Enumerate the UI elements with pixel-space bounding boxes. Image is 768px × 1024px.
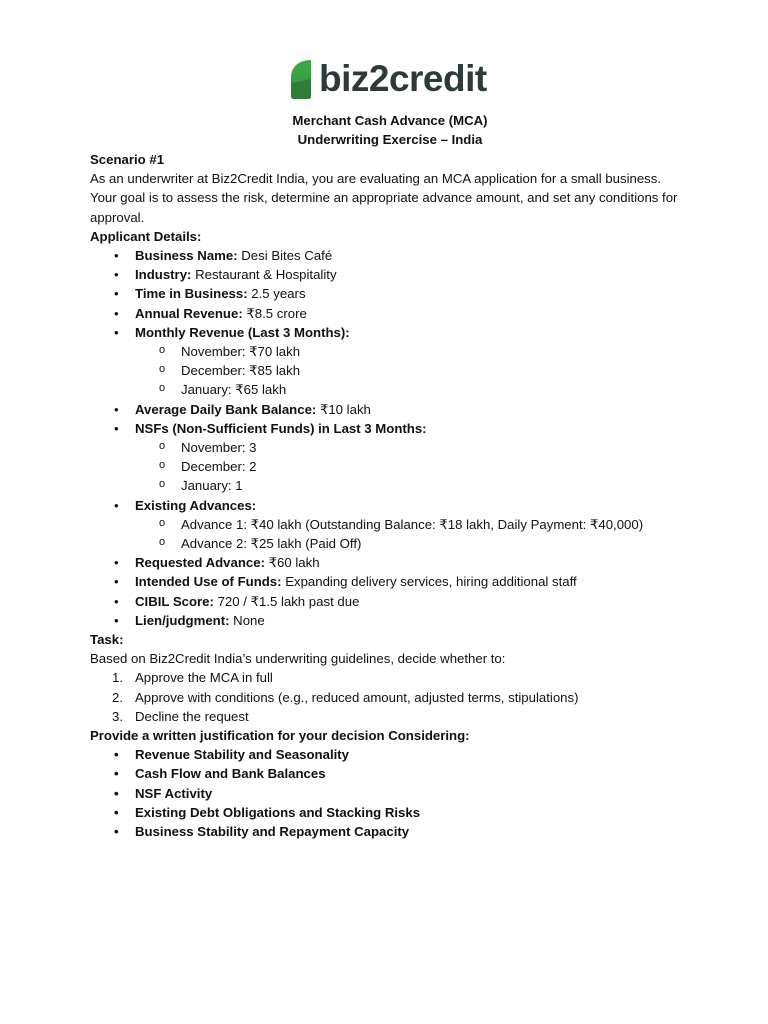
- list-item: o November: 3: [90, 438, 690, 457]
- detail-monthly-revenue: • Monthly Revenue (Last 3 Months):: [90, 323, 690, 342]
- doc-title-line-1: Merchant Cash Advance (MCA): [292, 113, 488, 128]
- logo-wordmark: biz2credit: [319, 58, 487, 99]
- document-body: [90, 111, 690, 841]
- biz2credit-logo: [289, 59, 487, 99]
- list-item: • Revenue Stability and Seasonality: [90, 745, 690, 764]
- detail-existing-advances: • Existing Advances:: [90, 496, 690, 515]
- applicant-details-list-3: [90, 496, 690, 515]
- task-heading: Task:: [90, 631, 124, 647]
- task-intro: Based on Biz2Credit India’s underwriting guidelines, decide whether to:: [90, 651, 506, 667]
- applicant-details-list-2: [90, 400, 690, 438]
- detail-cibil-score: • CIBIL Score: 720 / ₹1.5 lakh past due: [90, 592, 690, 611]
- list-item: o December: ₹85 lakh: [90, 361, 690, 380]
- list-item: o January: ₹65 lakh: [90, 380, 690, 399]
- list-item: o Advance 1: ₹40 lakh (Outstanding Balance: ₹18 lakh, Daily Payment: ₹40,000): [90, 515, 690, 534]
- detail-annual-revenue: • Annual Revenue: ₹8.5 crore: [90, 304, 690, 323]
- detail-lien-judgment: • Lien/judgment: None: [90, 611, 690, 630]
- scenario-heading: Scenario #1: [90, 151, 165, 167]
- decision-options-list: [90, 668, 690, 726]
- nsf-list: [90, 438, 690, 496]
- detail-requested-advance: • Requested Advance: ₹60 lakh: [90, 553, 690, 572]
- applicant-details-list: [90, 246, 690, 342]
- justification-heading: Provide a written justification for your decision Considering:: [90, 728, 470, 743]
- list-item: o December: 2: [90, 457, 690, 476]
- list-item: o November: ₹70 lakh: [90, 342, 690, 361]
- list-item: 3. Decline the request: [112, 708, 249, 724]
- list-item: • NSF Activity: [90, 784, 690, 803]
- applicant-details-heading: Applicant Details:: [90, 228, 202, 244]
- list-item: o Advance 2: ₹25 lakh (Paid Off): [90, 534, 690, 553]
- list-item: • Cash Flow and Bank Balances: [90, 764, 690, 783]
- leaf-logo-icon: [289, 59, 313, 99]
- monthly-revenue-list: [90, 342, 690, 400]
- list-item: • Business Stability and Repayment Capacity: [90, 822, 690, 841]
- list-item: o January: 1: [90, 476, 690, 495]
- list-item: 2. Approve with conditions (e.g., reduced amount, adjusted terms, stipulations): [112, 689, 579, 705]
- detail-time-in-business: • Time in Business: 2.5 years: [90, 284, 690, 303]
- list-item: • Existing Debt Obligations and Stacking Risks: [90, 803, 690, 822]
- detail-nsfs: • NSFs (Non-Sufficient Funds) in Last 3 Months:: [90, 419, 690, 438]
- doc-title-line-2: Underwriting Exercise – India: [297, 132, 483, 148]
- detail-business-name: • Business Name: Desi Bites Café: [90, 246, 690, 265]
- considerations-list: [90, 745, 690, 841]
- applicant-details-list-4: [90, 553, 690, 630]
- detail-intended-use: • Intended Use of Funds: Expanding delivery services, hiring additional staff: [90, 572, 690, 591]
- existing-advances-list: [90, 515, 690, 553]
- scenario-intro: As an underwriter at Biz2Credit India, you are evaluating an MCA application for a small business. Your goal is to assess the risk, determine an appropriate advance amount, and set any conditions for approval.: [90, 171, 678, 225]
- detail-industry: • Industry: Restaurant & Hospitality: [90, 265, 690, 284]
- detail-avg-daily-balance: • Average Daily Bank Balance: ₹10 lakh: [90, 400, 690, 419]
- list-item: 1. Approve the MCA in full: [112, 670, 273, 686]
